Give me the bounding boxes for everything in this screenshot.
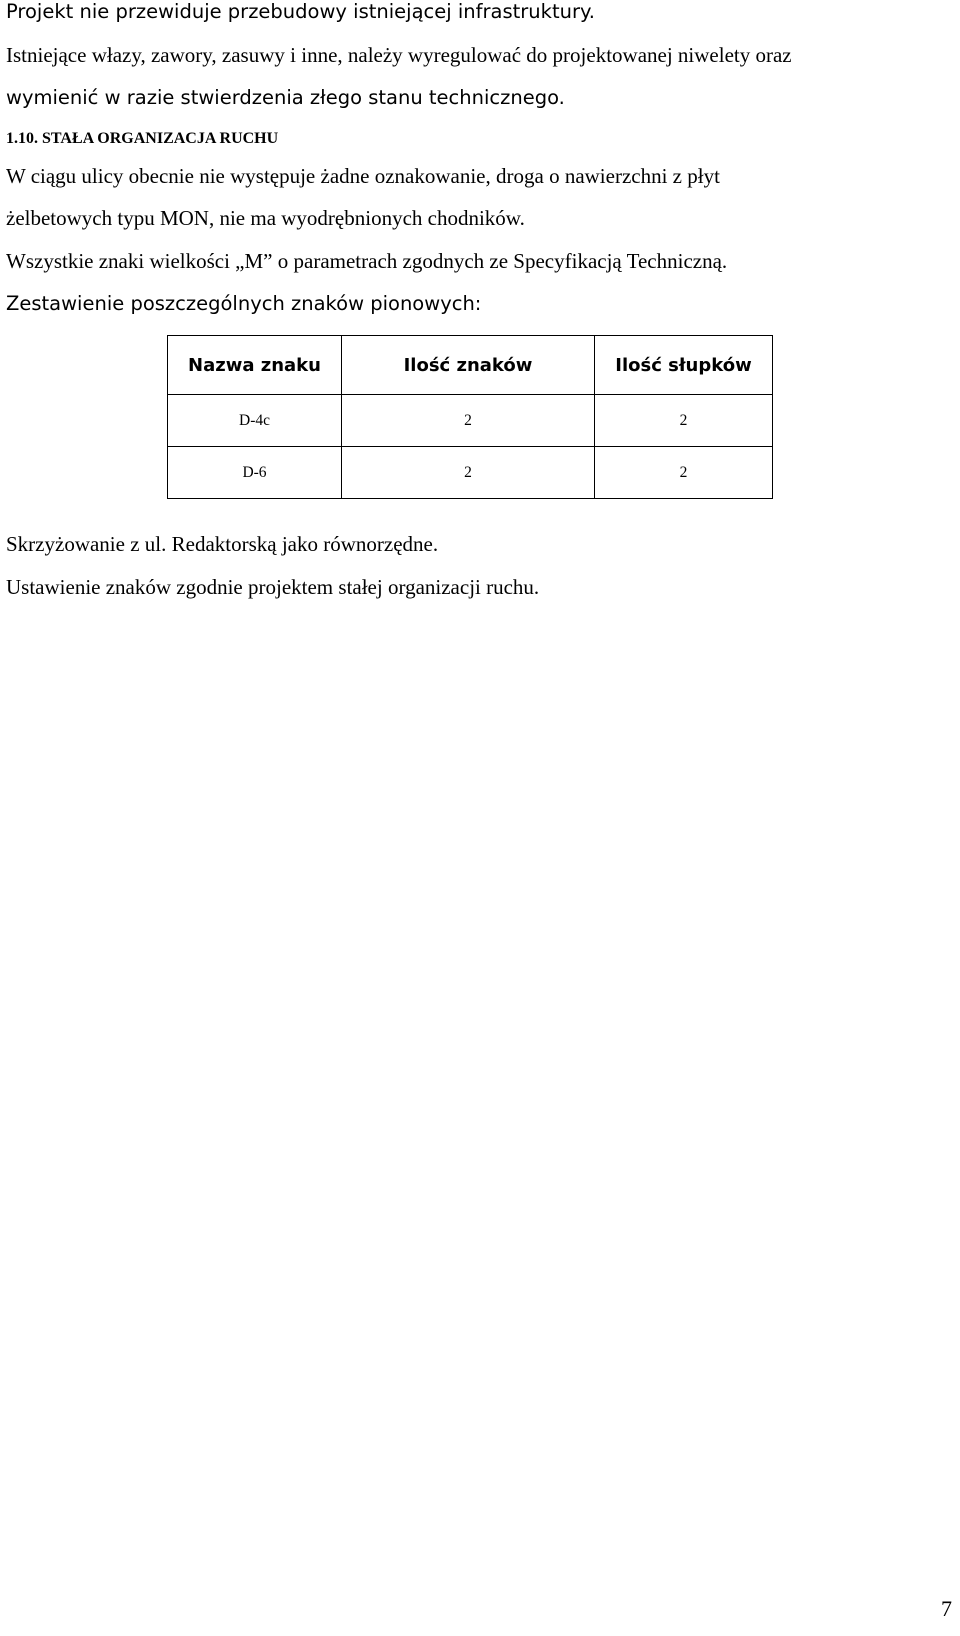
paragraph-line: wymienić w razie stwierdzenia złego stanu technicznego. [6,86,565,109]
paragraph-line: żelbetowych typu MON, nie ma wyodrębnionych chodników. [6,206,525,230]
table-cell: 2 [342,447,595,499]
paragraph-line: Zestawienie poszczególnych znaków pionowych: [6,292,482,315]
table-header-row [168,336,773,395]
paragraph-line: Wszystkie znaki wielkości „M” o parametrach zgodnych ze Specyfikacją Techniczną. [6,249,728,273]
section-heading: 1.10. STAŁA ORGANIZACJA RUCHU [6,130,279,147]
paragraph-line: Projekt nie przewiduje przebudowy istniejącej infrastruktury. [6,0,595,23]
table-row [168,447,773,499]
column-header-post-count: Ilość słupków [595,336,773,395]
page-number: 7 [941,1596,952,1621]
paragraph-line: Istniejące włazy, zawory, zasuwy i inne, należy wyregulować do projektowanej niwelety oraz [6,43,792,67]
table-cell: 2 [342,395,595,447]
table-row [168,395,773,447]
paragraph-line: Ustawienie znaków zgodnie projektem stałej organizacji ruchu. [6,575,540,599]
column-header-sign-count: Ilość znaków [342,336,595,395]
column-header-name: Nazwa znaku [168,336,342,395]
table-cell: 2 [595,395,773,447]
table-cell: 2 [595,447,773,499]
table-cell: D-6 [168,447,342,499]
table-cell: D-4c [168,395,342,447]
paragraph-line: Skrzyżowanie z ul. Redaktorską jako równorzędne. [6,532,439,556]
signs-table [167,335,773,499]
paragraph-line: W ciągu ulicy obecnie nie występuje żadne oznakowanie, droga o nawierzchni z płyt [6,164,720,188]
